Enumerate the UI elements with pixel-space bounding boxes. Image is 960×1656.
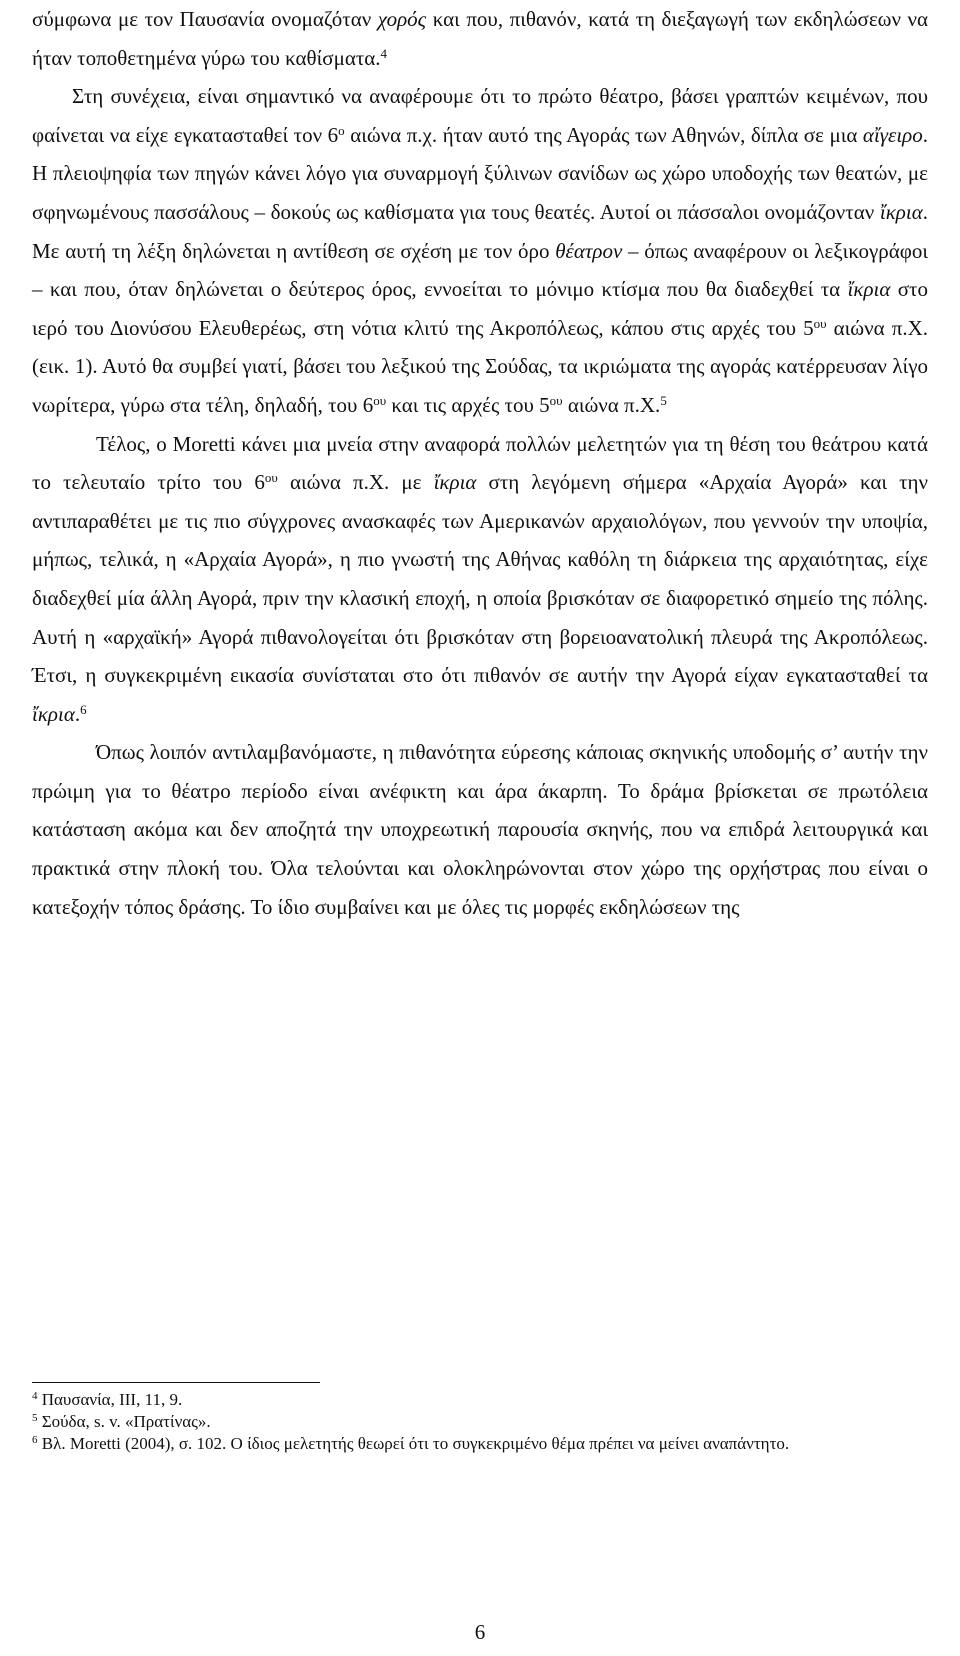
paragraph-p-continued	[32, 0, 928, 77]
footnote-number: 4	[32, 1390, 38, 1402]
italic-term: ἴκρια	[847, 277, 891, 302]
text-run: Στη συνέχεια, είναι σημαντικό να αναφέρουμε ότι το πρώτο θέατρο, βάσει γραπτών κειμένων, που φαίνεται να είχε εγκατασταθεί τον 6	[32, 84, 928, 147]
footnote-ref: 6	[80, 701, 87, 717]
footnote-ref: ου	[813, 315, 827, 331]
text-run: Όπως λοιπόν αντιλαμβανόμαστε, η πιθανότητα εύρεσης κάποιας σκηνικής υποδομής σ’ αυτήν την πρώιμη για το θέατρο περίοδο είναι ανέφικτη και άρα άκαρπη. Το δράμα βρίσκεται σε πρωτόλεια κατάσταση ακόμα και δεν αποζητά την υποχρεωτική παρουσία σκηνής, που να επιδρά λειτουργικά και πρακτικά στην πλοκή του. Όλα τελούνται και ολοκληρώνονται στον χώρο της ορχήστρας που είναι ο κατεξοχήν τόπος δράσης. Το ίδιο συμβαίνει και με όλες τις μορφές εκδηλώσεων της	[32, 740, 928, 919]
text-run: Τέλος, ο Moretti κάνει μια μνεία στην αναφορά πολλών μελετητών για τη θέση του θεάτρου κατά το τελευταίο τρίτο του 6	[32, 431, 928, 495]
footnote-ref: ο	[338, 122, 345, 138]
italic-term: ἴκρια	[32, 701, 75, 726]
footnote-5	[32, 1411, 928, 1433]
body-text	[32, 0, 928, 926]
italic-term: ἴκρια	[879, 199, 923, 224]
footnotes	[32, 1389, 928, 1455]
text-run: . Η πλειοψηφία των πηγών κάνει λόγο για συναρμογή ξύλινων σανίδων ως χώρο υποδοχής των θεατών, με σφηνωμένους πασσάλους – δοκούς ως καθίσματα για τους θεατές. Αυτοί οι πάσσαλοι ονομάζονταν	[32, 122, 928, 224]
italic-term: θέατρον	[555, 238, 623, 263]
footnote-ref: ου	[264, 470, 278, 486]
text-run: στο ιερό του Διονύσου Ελευθερέως, στη νότια κλιτύ της Ακροπόλεως, κάπου στις αρχές του 5	[32, 277, 928, 340]
paragraph-p-moretti	[32, 425, 928, 734]
footnote-ref: 5	[660, 392, 667, 408]
footnote-4	[32, 1389, 928, 1411]
text-run: σύμφωνα με τον Παυσανία ονομαζόταν	[32, 7, 378, 31]
text-run: αιώνα π.χ. ήταν αυτό της Αγοράς των Αθηνών, δίπλα σε μια	[344, 122, 863, 147]
footnote-text: Σούδα, s. v. «Πρατίνας».	[37, 1412, 211, 1431]
footnote-number: 6	[32, 1434, 38, 1446]
text-run: αιώνα π.Χ. (εικ. 1). Αυτό θα συμβεί γιατί, βάσει του λεξικού της Σούδας, τα ικριώματα της αγοράς κατέρρευσαν λίγο νωρίτερα, γύρω στα τέλη, δηλαδή, του 6	[32, 315, 928, 417]
italic-term: αἴγειρο	[862, 122, 923, 147]
italic-term: χορός	[377, 7, 427, 31]
page-number: 6	[474, 1620, 486, 1644]
text-run: . Με αυτή τη λέξη δηλώνεται η αντίθεση σε σχέση με τον όρο	[32, 199, 928, 263]
paragraph-p-conclusion	[32, 733, 928, 926]
footnote-text: Βλ. Moretti (2004), σ. 102. Ο ίδιος μελετητής θεωρεί ότι το συγκεκριμένο θέμα πρέπει να μείνει αναπάντητο.	[37, 1434, 790, 1453]
text-run: αιώνα π.Χ. με	[277, 470, 434, 495]
footnote-separator	[32, 1382, 320, 1383]
text-run: στη λεγόμενη σήμερα «Αρχαία Αγορά» και την αντιπαραθέτει με τις πιο σύγχρονες ανασκαφές των Αμερικανών αρχαιολόγων, που γεννούν την υποψία, μήπως, τελικά, η «Αρχαία Αγορά», η πιο γνωστή της Αθήνας καθόλη τη διάρκεια της αρχαιότητας, είχε διαδεχθεί μία άλλη Αγορά, πριν την κλασική εποχή, η οποία βρισκόταν σε διαφορετικό σημείο της πόλης. Αυτή η «αρχαϊκή» Αγορά πιθανολογείται ότι βρισκόταν στη βορειοανατολική πλευρά της Ακροπόλεως. Έτσι, η συγκεκριμένη εικασία συνίσταται στο ότι πιθανόν σε αυτήν την Αγορά είχαν εγκατασταθεί τα	[32, 470, 929, 688]
footnote-ref: 4	[380, 45, 388, 61]
footnote-number: 5	[32, 1412, 38, 1424]
footnote-6	[32, 1433, 928, 1455]
text-run: αιώνα π.Χ.	[562, 392, 661, 417]
text-run: .	[74, 701, 81, 726]
text-run: – όπως αναφέρουν οι λεξικογράφοι – και που, όταν δηλώνεται ο δεύτερος όρος, εννοείται το μόνιμο κτίσμα που θα διαδεχθεί τα	[32, 238, 928, 302]
italic-term: ἴκρια	[433, 470, 477, 495]
footnote-text: Παυσανία, ΙΙΙ, 11, 9.	[37, 1390, 183, 1409]
footnote-ref: ου	[373, 392, 387, 408]
paragraph-p-first-theatre	[32, 77, 928, 424]
text-run: και που, πιθανόν, κατά τη διεξαγωγή των εκδηλώσεων να ήταν τοποθετημένα γύρω του καθίσματα.	[32, 7, 929, 70]
text-run: και τις αρχές του 5	[386, 392, 550, 417]
footnote-ref: ου	[549, 392, 563, 408]
